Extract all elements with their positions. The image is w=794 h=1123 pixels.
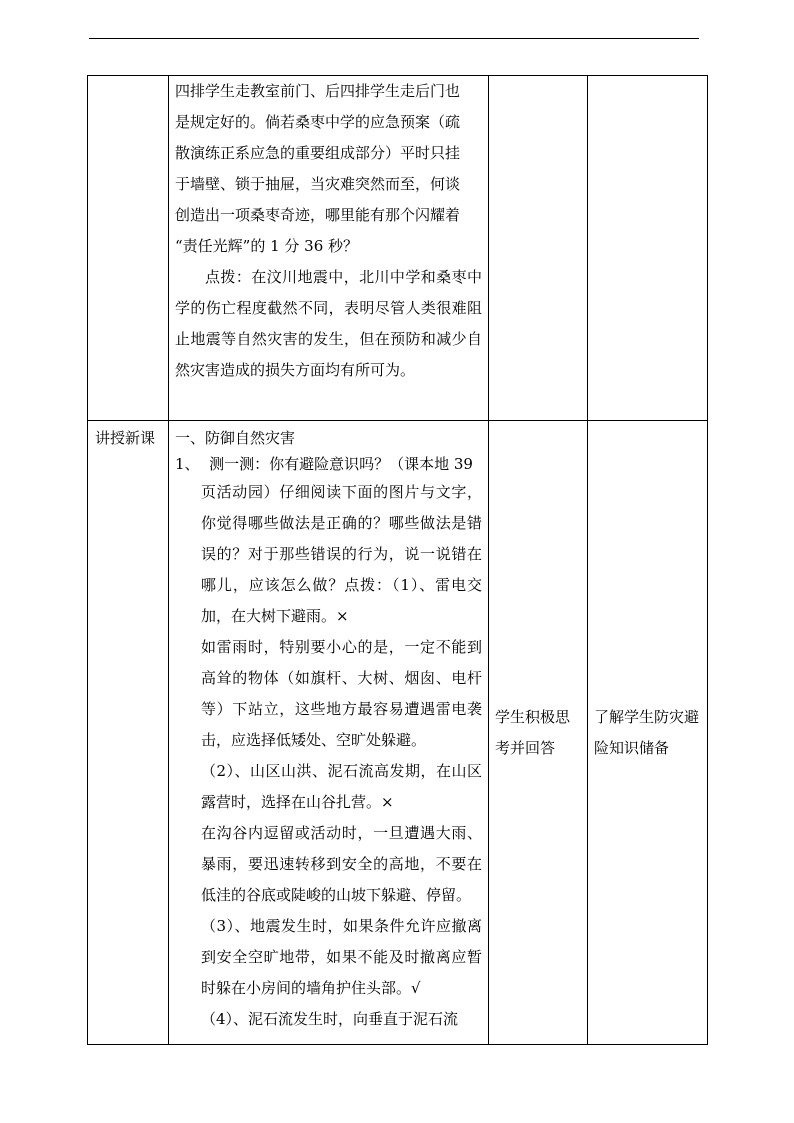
content-line: 于墙壁、锁于抽屉，当灾难突然而至，何谈 [175, 175, 461, 193]
content-line: “责任光辉”的 1 分 36 秒？ [175, 237, 359, 255]
table-row [88, 76, 708, 421]
design-intent-cell [588, 421, 708, 1045]
item-number: 1、 [175, 455, 200, 473]
stage-cell [88, 421, 169, 1045]
stage-label [88, 76, 168, 80]
item-title: 测一测：你有避险意识吗？（课本地 39 [209, 455, 473, 473]
student-activity-cell [489, 76, 588, 421]
content-cell [169, 76, 489, 421]
table-row [88, 421, 708, 1045]
section-title: 一、防御自然灾害 [175, 429, 296, 447]
content-line: 创造出一项桑枣奇迹，哪里能有那个闪耀着 [175, 206, 461, 224]
stage-cell [88, 76, 169, 421]
content-line: 是规定好的。倘若桑枣中学的应急预案（疏 [175, 113, 461, 131]
comment-paragraph: 点拨：在汶川地震中，北川中学和桑枣中学的伤亡程度截然不同，表明尽管人类很难阻止地震等自然灾害的发生，但在预防和减少自然灾害造成的损失方面均有所可为。 [175, 268, 482, 379]
item-body: 页活动园）仔细阅读下面的图片与文字，你觉得哪些做法是正确的？哪些做法是错误的？对于那些错误的行为，说一说错在哪儿，应该怎么做？点拨：（1）、雷电交加，在大树下避雨。× [201, 483, 482, 625]
content-block [169, 76, 488, 386]
content-line: 四排学生走教室前门、后四排学生走后门也 [175, 82, 461, 100]
design-intent-cell [588, 76, 708, 421]
item-heading [175, 451, 482, 477]
student-activity-cell [489, 421, 588, 1045]
content-block [169, 421, 488, 1035]
point-item: （2）、山区山洪、泥石流高发期，在山区露营时，选择在山谷扎营。× [201, 762, 482, 811]
content-line: 散演练正系应急的重要组成部分）平时只挂 [175, 144, 461, 162]
point-detail: 在沟谷内逗留或活动时，一旦遭遇大雨、暴雨，要迅速转移到安全的高地，不要在低洼的谷底或陡峻的山坡下躲避、停留。 [201, 824, 482, 904]
point-item: （3）、地震发生时，如果条件允许应撤离到安全空旷地带，如果不能及时撤离应暂时躲在小房间的墙角护住头部。√ [201, 917, 482, 997]
point-detail: 如雷雨时，特别要小心的是，一定不能到高耸的物体（如旗杆、大树、烟囱、电杆等）下站立，这些地方最容易遭遇雷电袭击，应选择低矮处、空旷处躲避。 [201, 638, 482, 749]
point-item: （4）、泥石流发生时，向垂直于泥石流 [201, 1010, 459, 1028]
stage-label: 讲授新课 [95, 429, 156, 447]
lesson-plan-table [87, 75, 708, 1045]
design-intent: 了解学生防灾避险知识储备 [594, 707, 700, 757]
content-cell [169, 421, 489, 1045]
page-header-rule [89, 38, 699, 39]
student-activity: 学生积极思考并回答 [495, 707, 571, 757]
